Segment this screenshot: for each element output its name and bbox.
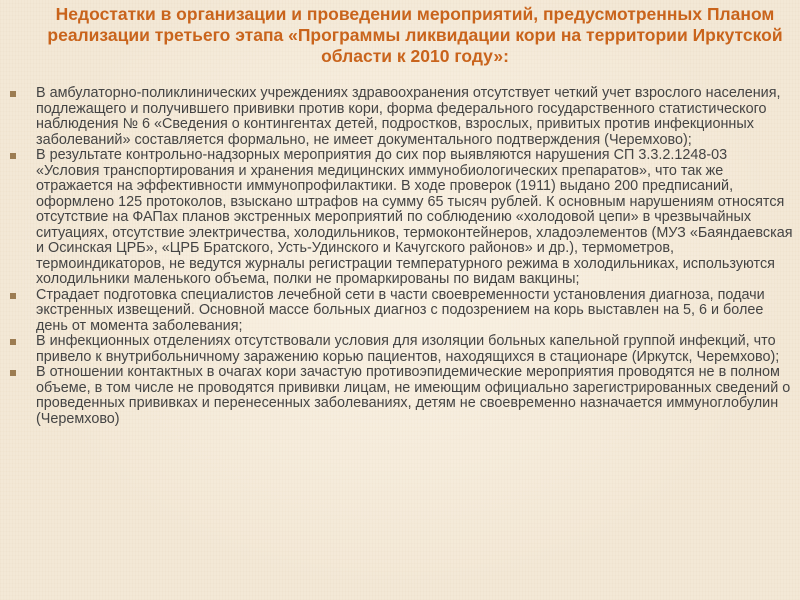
slide-title: Недостатки в организации и проведении мероприятий, предусмотренных Планом реализации третьего этапа «Программы ликвидации кори на территории Иркутской области к 2010 году»: [47, 4, 783, 66]
square-bullet-icon [10, 91, 16, 97]
bullet-text-4: В инфекционных отделениях отсутствовали условия для изоляции больных капельной группой инфекций, что привело к внутрибольничному заражению корью пациентов, находящихся в стационаре (Иркутск, Черемхово); [36, 333, 780, 365]
square-bullet-icon [10, 293, 16, 299]
bullet-text-5: В отношении контактных в очагах кори зачастую противоэпидемические мероприятия проводятся не в полном объеме, в том числе не проводятся прививки лицам, не имеющим официально зарегистрированных сведений о проведенных прививках и перенесенных заболеваниях, детям не своевременно назначается иммуноглобулин (Черемхово) [36, 364, 791, 427]
square-bullet-icon [10, 339, 16, 345]
bullet-text-1: В амбулаторно-поликлинических учреждениях здравоохранения отсутствует четкий учет взрослого населения, подлежащего и получившего прививки против кори, форма федерального государственного статистического наблюдения № 6 «Сведения о контингентах детей, подростков, взрослых, привитых против инфекционных заболеваний» составляется формально, не имеет документального подтверждения (Черемхово); [36, 85, 781, 148]
bullet-item-3 [8, 288, 794, 335]
bullet-item-5 [8, 365, 794, 427]
bullet-item-1 [8, 86, 794, 148]
bullet-text-2: В результате контрольно-надзорных мероприятия до сих пор выявляются нарушения СП 3.3.2.1248-03 «Условия транспортирования и хранения медицинских иммунобиологических препаратов», что так же отражается на эффективности иммунопрофилактики. В ходе проверок (1911) выдано 200 предписаний, оформлено 125 протоколов, взыскано штрафов на сумму 65 тысяч рублей. К основным нарушениям относятся отсутствие на ФАПах планов экстренных мероприятий по соблюдению «холодовой цепи» в чрезвычайных ситуациях, отсутствие электричества, холодильников, термоконтейнеров, хладоэлементов (МУЗ «Баяндаевская и Осинская ЦРБ», «ЦРБ Братского, Усть-Удинского и Качугского районов» и др.), термометров, термоиндикаторов, не ведутся журналы регистрации температурного режима в холодильниках, используются холодильники маленького объема, полки не промаркированы по видам вакцины; [36, 147, 793, 287]
square-bullet-icon [10, 153, 16, 159]
square-bullet-icon [10, 370, 16, 376]
bullet-item-2 [8, 148, 794, 288]
bullet-item-4 [8, 334, 794, 365]
bullet-text-3: Страдает подготовка специалистов лечебной сети в части своевременности установления диагноза, подачи экстренных извещений. Основной массе больных диагноз с подозрением на корь выставлен на 5, 6 и более день от момента заболевания; [36, 286, 765, 334]
bullet-list [8, 86, 794, 427]
